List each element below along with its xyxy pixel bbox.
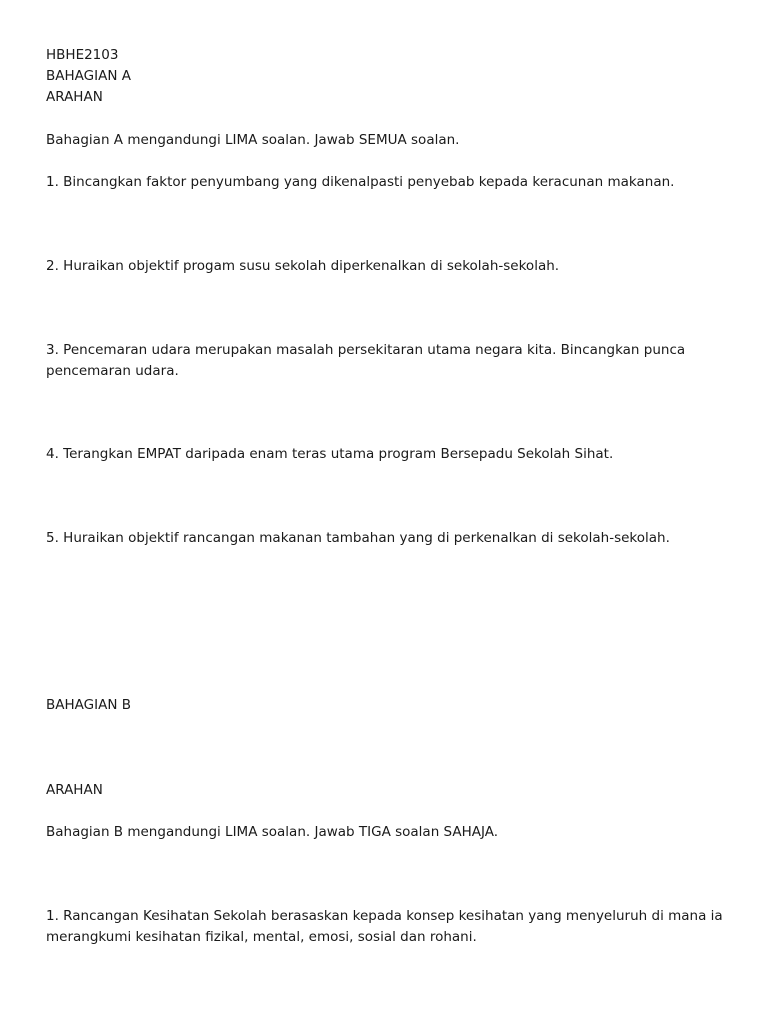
section-b-instruction: Bahagian B mengandungi LIMA soalan. Jawab TIGA soalan SAHAJA. xyxy=(46,824,499,840)
section-a-question-4: 4. Terangkan EMPAT daripada enam teras utama program Bersepadu Sekolah Sihat. xyxy=(46,446,614,462)
section-b-arahan: ARAHAN xyxy=(46,782,103,798)
section-a-question-3: 3. Pencemaran udara merupakan masalah persekitaran utama negara kita. Bincangkan punca pencemaran udara. xyxy=(46,342,686,379)
section-a-instruction: Bahagian A mengandungi LIMA soalan. Jawab SEMUA soalan. xyxy=(46,132,460,148)
section-a-question-5: 5. Huraikan objektif rancangan makanan tambahan yang di perkenalkan di sekolah-sekolah. xyxy=(46,530,670,546)
section-a-question-1: 1. Bincangkan faktor penyumbang yang dikenalpasti penyebab kepada keracunan makanan. xyxy=(46,174,675,190)
section-a-question-2: 2. Huraikan objektif progam susu sekolah diperkenalkan di sekolah-sekolah. xyxy=(46,258,560,274)
section-a-arahan: ARAHAN xyxy=(46,89,103,105)
section-b-heading: BAHAGIAN B xyxy=(46,697,131,713)
course-code: HBHE2103 xyxy=(46,47,119,63)
section-a-heading: BAHAGIAN A xyxy=(46,68,131,84)
section-b-question-1: 1. Rancangan Kesihatan Sekolah berasaskan kepada konsep kesihatan yang menyeluruh di mana ia merangkumi kesihatan fizikal, mental, emosi, sosial dan rohani. xyxy=(46,908,723,945)
